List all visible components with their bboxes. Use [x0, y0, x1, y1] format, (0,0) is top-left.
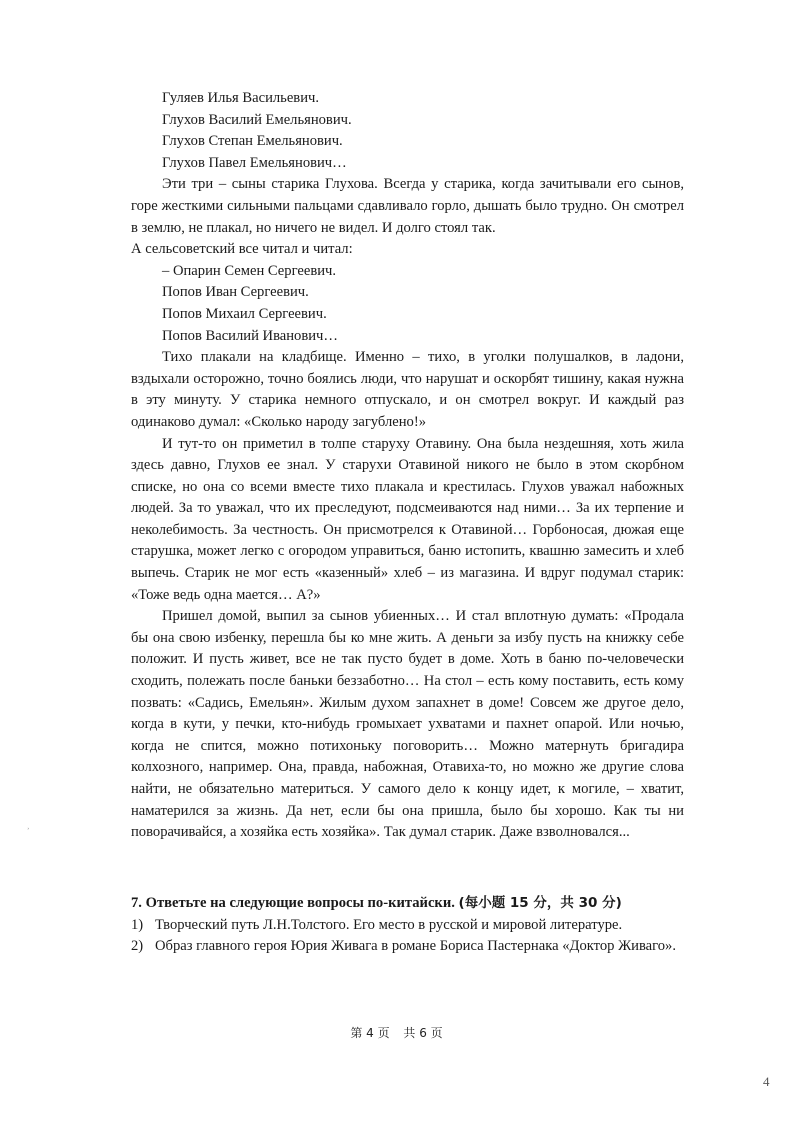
question-item-text: Творческий путь Л.Н.Толстого. Его место в русской и мировой литературе.: [155, 916, 623, 933]
question-item-number: 2): [131, 938, 144, 955]
name-line: Глухов Степан Емельянович.: [162, 133, 343, 150]
paragraph: И тут-то он приметил в толпе старуху Отавину. Она была нездешняя, хоть жила здесь давно, Глухов ее знал. У старухи Отавиной никого не было в этом скорбном списке, но она со всеми вместе тихо плакала и крестилась. Глухов уважал набожных людей. За то уважал, что их преследуют, подсмеиваются над ними… За их терпение и неколебимость. За честность. Он присмотрелся к Отавиной… Горбоносая, дюжая еще старушка, может легко с огородом управиться, баню истопить, квашню замесить и хлеб выпечь. Старик не мог есть «казенный» хлеб – из магазина. И вдруг подумал старик: «Тоже ведь одна мается… А?»: [131, 435, 684, 603]
scan-mark: ¸: [27, 822, 30, 830]
question-item: [131, 936, 684, 958]
question-item: [131, 915, 684, 937]
paragraph-tail: А сельсоветский все читал и читал:: [131, 241, 353, 258]
name-line: Попов Михаил Сергеевич.: [162, 305, 327, 322]
question-title-text: 7. Ответьте на следующие вопросы по-китайски.: [131, 895, 455, 911]
question-title: [131, 893, 684, 915]
page-current: 第 4 页: [350, 1026, 390, 1040]
question-item-text: Образ главного героя Юрия Живага в романе Бориса Пастернака «Доктор Живаго».: [155, 938, 677, 955]
corner-page-number: 4: [763, 1074, 770, 1089]
paragraph: Тихо плакали на кладбище. Именно – тихо, в уголки полушалков, в ладони, вздыхали осторожно, точно боялись люди, что нарушат и оскорбят тишину, какая нужна в эту минуту. У старика немного отпускало, и он смотрел вокруг. И каждый раз одинаково думал: «Сколько народу загублено!»: [131, 349, 684, 430]
paragraph: Эти три – сыны старика Глухова. Всегда у старика, когда зачитывали его сынов, горе жесткими сильными пальцами сдавливало горло, дышать было трудно. Он смотрел в землю, не плакал, но ничего не видел. И долго стоял так.: [131, 176, 684, 236]
name-line: Глухов Павел Емельянович…: [162, 154, 347, 171]
paragraph: Пришел домой, выпил за сынов убиенных… И стал вплотную думать: «Продала бы она свою избенку, перешла бы ко мне жить. А деньги за избу пусть на книжку себе положит. И пусть живет, все не так пусто будет в доме. Хоть в баню по-человечески сходить, полежать после баньки беззаботно… На стол – есть кому поставить, есть кому позвать: «Садись, Емельян». Жилым духом запахнет в доме! Совсем же другое дело, когда в кути, у печки, кто-нибудь громыхает ухватами и пахнет опарой. Или ночью, когда не спится, можно потихоньку поговорить… Можно матернуть бригадира колхозного, например. Она, правда, набожная, Отавиха-то, но можно же другие слова найти, не обязательно материться. У самого дело к концу идет, к могиле, – хватит, наматерился за жизнь. Да нет, если бы она пришла, было бы хорошо. Как ты ни поворачивайся, а хозяйка есть хозяйка». Так думал старик. Даже взволновался...: [131, 608, 684, 841]
name-line: Попов Иван Сергеевич.: [162, 284, 309, 301]
question-section: [131, 893, 684, 958]
literary-excerpt: [131, 88, 684, 844]
page-total: 共 6 页: [403, 1026, 443, 1040]
name-line: Попов Василий Иванович…: [162, 327, 338, 344]
question-points: (每小题 15 分，共 30 分): [458, 895, 622, 911]
name-line: – Опарин Семен Сергеевич.: [162, 262, 337, 279]
name-line: Гуляев Илья Васильевич.: [162, 90, 319, 106]
page-footer: [0, 1024, 793, 1041]
name-line: Глухов Василий Емельянович.: [162, 111, 352, 128]
question-item-number: 1): [131, 916, 144, 933]
